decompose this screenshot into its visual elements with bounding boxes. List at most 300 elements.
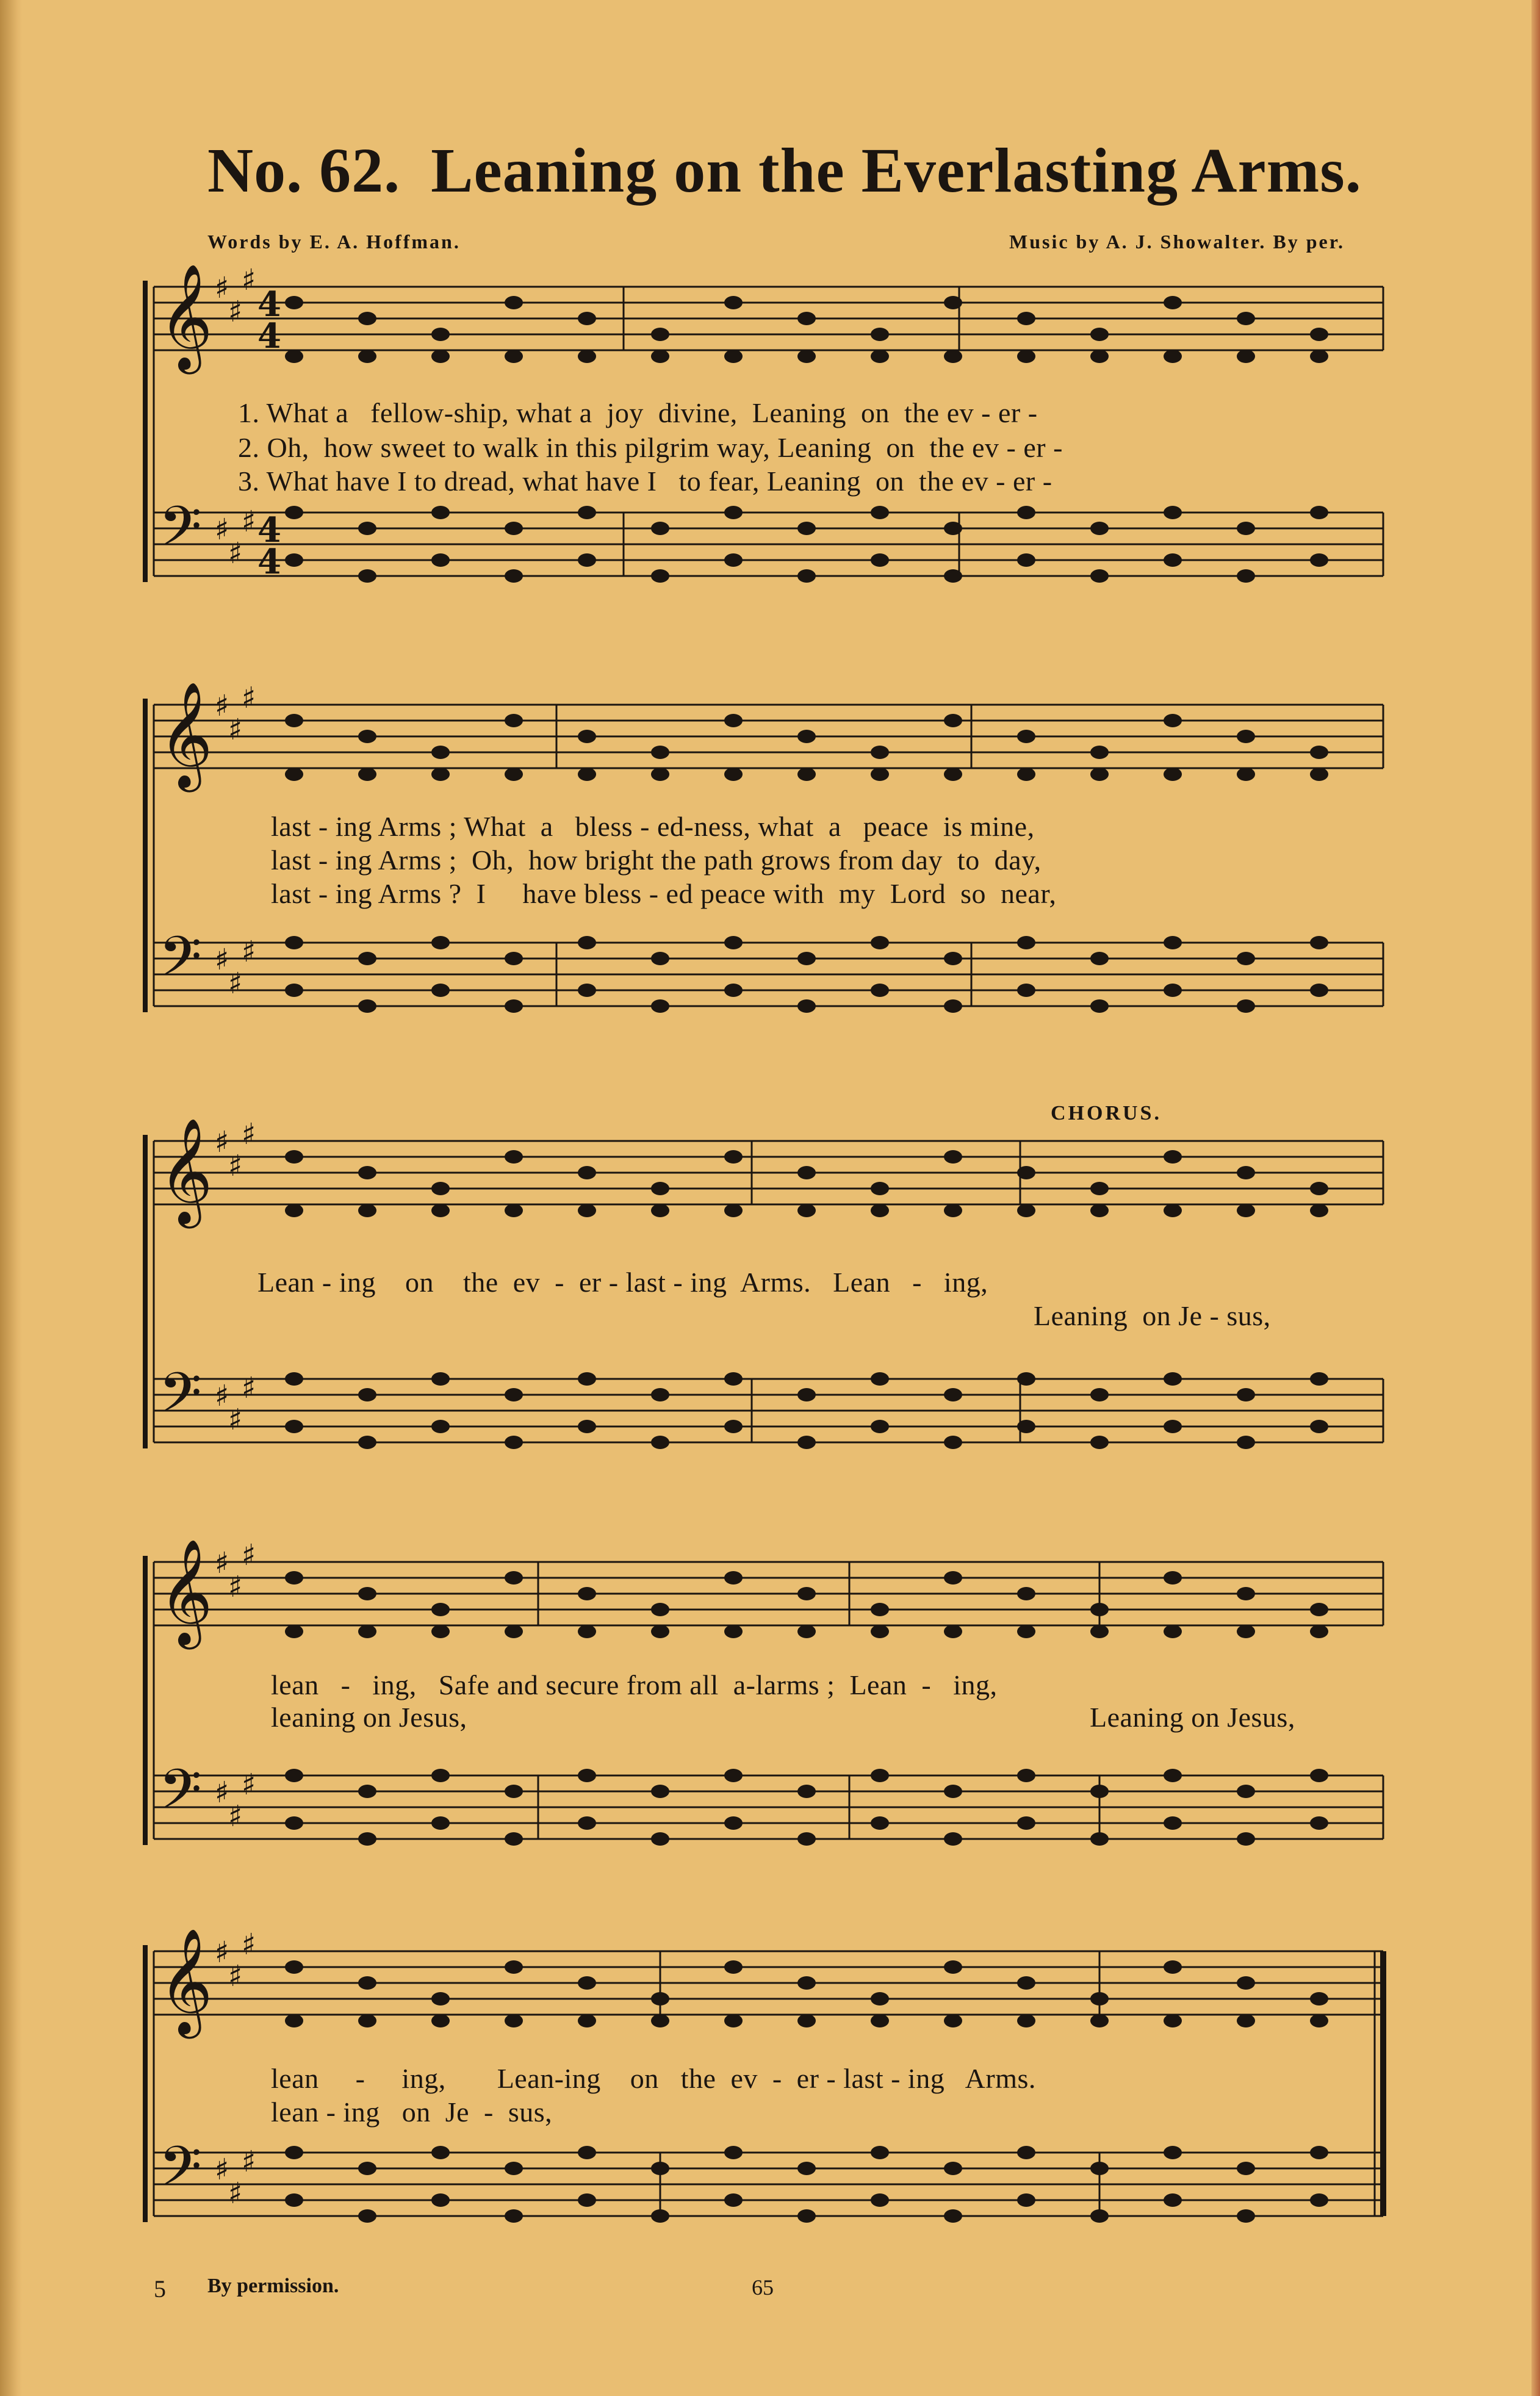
alto-note (724, 1204, 743, 1217)
alto-note (797, 350, 816, 363)
bass-note (871, 553, 889, 567)
tenor-note (944, 1785, 962, 1798)
soprano-note (797, 1587, 816, 1600)
tenor-note (1237, 522, 1255, 535)
bass-note (285, 553, 303, 567)
tenor-note (724, 2146, 743, 2159)
soprano-note (651, 1182, 669, 1195)
soprano-note (1017, 312, 1035, 325)
soprano-note (944, 714, 962, 727)
soprano-note (1164, 1150, 1182, 1164)
tenor-note (797, 1388, 816, 1401)
bass-note (1090, 999, 1109, 1013)
tenor-note (944, 522, 962, 535)
bass-note (1310, 1420, 1328, 1433)
bass-note (944, 1832, 962, 1846)
alto-note (285, 350, 303, 363)
tenor-note (358, 1785, 376, 1798)
bass-note (285, 1816, 303, 1830)
tenor-note (1164, 2146, 1182, 2159)
soprano-note (578, 1166, 596, 1179)
tenor-note (431, 506, 450, 519)
alto-note (358, 1204, 376, 1217)
bass-note (1164, 1420, 1182, 1433)
tenor-note (578, 1769, 596, 1782)
soprano-note (651, 746, 669, 759)
soprano-note (871, 1992, 889, 2006)
alto-note (358, 768, 376, 781)
bass-note (578, 2193, 596, 2207)
bass-note (505, 2209, 523, 2223)
soprano-note (1310, 1182, 1328, 1195)
hymn-name: Leaning on the Everlasting Arms. (431, 135, 1362, 206)
alto-note (1164, 1625, 1182, 1638)
verse-1-line-2: last - ing Arms ; What a bless - ed-ness, what a peace is mine, (271, 811, 1035, 842)
soprano-note (358, 1166, 376, 1179)
alto-note (651, 1625, 669, 1638)
tenor-note (358, 2162, 376, 2175)
tenor-note (1237, 952, 1255, 965)
alto-note (871, 1204, 889, 1217)
verse-2-line-2: last - ing Arms ; Oh, how bright the path grows from day to day, (271, 844, 1042, 876)
tenor-note (724, 936, 743, 949)
soprano-note (1017, 1976, 1035, 1990)
soprano-note (1090, 328, 1109, 341)
alto-note (1310, 350, 1328, 363)
chorus-alto-lyric-1: Leaning on Je - sus, (1034, 1300, 1271, 1331)
soprano-note (944, 1960, 962, 1974)
alto-note (1310, 768, 1328, 781)
soprano-note (505, 1571, 523, 1585)
bass-note (1017, 2193, 1035, 2207)
bass-note (1017, 1420, 1035, 1433)
verse-1-line-1: 1. What a fellow-ship, what a joy divine, Leaning on the ev - er - (238, 397, 1038, 428)
tenor-note (797, 2162, 816, 2175)
soprano-note (1090, 1992, 1109, 2006)
soprano-note (871, 746, 889, 759)
tenor-note (651, 1785, 669, 1798)
tenor-note (1164, 506, 1182, 519)
bass-note (578, 1816, 596, 1830)
tenor-note (871, 1372, 889, 1386)
bass-note (358, 1436, 376, 1449)
alto-note (944, 1625, 962, 1638)
alto-note (1164, 2014, 1182, 2027)
alto-note (1017, 768, 1035, 781)
bass-note (1237, 569, 1255, 583)
soprano-note (1237, 1587, 1255, 1600)
bass-note (505, 1436, 523, 1449)
sharp-icon: ♯ (215, 1775, 229, 1810)
alto-note (797, 1625, 816, 1638)
alto-note (431, 1625, 450, 1638)
soprano-note (797, 1166, 816, 1179)
soprano-note (1237, 730, 1255, 743)
alto-note (578, 1625, 596, 1638)
alto-note (285, 1625, 303, 1638)
soprano-note (797, 730, 816, 743)
sharp-icon: ♯ (228, 2176, 243, 2211)
bass-note (1164, 1816, 1182, 1830)
tenor-note (1017, 936, 1035, 949)
bass-note (1310, 553, 1328, 567)
bass-note (1237, 999, 1255, 1013)
bass-note (1090, 1832, 1109, 1846)
sharp-icon: ♯ (228, 536, 243, 570)
soprano-note (944, 296, 962, 309)
alto-note (358, 350, 376, 363)
tenor-note (1017, 1372, 1035, 1386)
soprano-note (1090, 1182, 1109, 1195)
alto-note (1164, 350, 1182, 363)
page-edge-shadow (0, 0, 22, 2396)
bass-note (797, 1832, 816, 1846)
tenor-note (505, 522, 523, 535)
bass-note (1310, 2193, 1328, 2207)
soprano-note (1017, 1166, 1035, 1179)
soprano-note (724, 1150, 743, 1164)
soprano-note (797, 312, 816, 325)
alto-note (358, 2014, 376, 2027)
tenor-note (1310, 2146, 1328, 2159)
treble-clef-icon: 𝄞 (159, 264, 213, 370)
sharp-icon: ♯ (242, 1538, 256, 1572)
soprano-note (724, 1571, 743, 1585)
bass-note (285, 984, 303, 997)
tenor-note (651, 952, 669, 965)
tenor-note (1237, 1388, 1255, 1401)
soprano-note (1164, 1960, 1182, 1974)
sharp-icon: ♯ (242, 1117, 256, 1151)
soprano-note (1017, 730, 1035, 743)
tenor-note (871, 506, 889, 519)
soprano-note (944, 1150, 962, 1164)
soprano-note (285, 714, 303, 727)
soprano-note (1164, 1571, 1182, 1585)
soprano-note (1090, 746, 1109, 759)
sharp-icon: ♯ (215, 1935, 229, 1970)
treble-clef-icon: 𝄞 (159, 1539, 213, 1645)
bass-note (797, 999, 816, 1013)
bass-note (578, 984, 596, 997)
tenor-note (797, 522, 816, 535)
soprano-note (724, 296, 743, 309)
tenor-note (285, 936, 303, 949)
alto-note (871, 768, 889, 781)
tenor-note (505, 2162, 523, 2175)
tenor-note (505, 1388, 523, 1401)
bass-note (724, 984, 743, 997)
tenor-note (431, 1769, 450, 1782)
bass-clef-icon: 𝄢 (159, 494, 202, 572)
tenor-note (651, 522, 669, 535)
soprano-note (1310, 1603, 1328, 1616)
alto-note (944, 350, 962, 363)
alto-note (724, 1625, 743, 1638)
sharp-icon: ♯ (215, 271, 229, 305)
alto-note (1164, 1204, 1182, 1217)
tenor-note (358, 1388, 376, 1401)
tenor-note (1017, 1769, 1035, 1782)
bass-note (431, 553, 450, 567)
alto-note (1310, 1625, 1328, 1638)
bass-note (578, 1420, 596, 1433)
sharp-icon: ♯ (215, 1379, 229, 1413)
bass-note (505, 1832, 523, 1846)
alto-note (724, 350, 743, 363)
tenor-note (505, 1785, 523, 1798)
soprano-note (578, 1976, 596, 1990)
treble-clef-icon: 𝄞 (159, 682, 213, 788)
alto-note (871, 2014, 889, 2027)
soprano-note (505, 296, 523, 309)
permission-note: By permission. (207, 2275, 339, 2297)
bass-note (724, 1420, 743, 1433)
tenor-note (1090, 1388, 1109, 1401)
sharp-icon: ♯ (215, 689, 229, 723)
words-credit: Words by E. A. Hoffman. (207, 231, 461, 253)
tenor-note (285, 506, 303, 519)
tenor-note (1237, 1785, 1255, 1798)
tenor-note (797, 952, 816, 965)
soprano-note (1237, 312, 1255, 325)
sharp-icon: ♯ (215, 1125, 229, 1159)
alto-note (1017, 1625, 1035, 1638)
bass-note (797, 1436, 816, 1449)
sharp-icon: ♯ (215, 2153, 229, 2187)
bass-note (724, 2193, 743, 2207)
soprano-note (285, 1571, 303, 1585)
bass-note (1017, 1816, 1035, 1830)
tenor-note (1164, 1769, 1182, 1782)
soprano-note (944, 1571, 962, 1585)
sharp-icon: ♯ (215, 1546, 229, 1580)
tenor-note (724, 506, 743, 519)
tenor-note (431, 1372, 450, 1386)
tenor-note (1310, 1769, 1328, 1782)
bass-note (944, 999, 962, 1013)
soprano-note (871, 328, 889, 341)
alto-note (578, 1204, 596, 1217)
bass-note (431, 984, 450, 997)
bass-note (871, 2193, 889, 2207)
sharp-icon: ♯ (242, 681, 256, 715)
bass-clef-icon: 𝄢 (159, 1757, 202, 1835)
alto-note (1090, 1625, 1109, 1638)
alto-note (1237, 350, 1255, 363)
tenor-note (285, 2146, 303, 2159)
alto-note (505, 350, 523, 363)
soprano-note (285, 1150, 303, 1164)
sharp-icon: ♯ (215, 943, 229, 977)
alto-note (431, 2014, 450, 2027)
chorus-alto-lyric-2b: Leaning on Jesus, (1090, 1702, 1295, 1733)
soprano-note (578, 1587, 596, 1600)
bass-note (431, 1420, 450, 1433)
soprano-note (505, 1150, 523, 1164)
soprano-note (1164, 296, 1182, 309)
alto-note (871, 1625, 889, 1638)
soprano-note (724, 714, 743, 727)
alto-note (285, 1204, 303, 1217)
soprano-note (1164, 714, 1182, 727)
bass-note (1164, 2193, 1182, 2207)
alto-note (1164, 768, 1182, 781)
treble-clef-icon: 𝄞 (159, 1928, 213, 2034)
tenor-note (871, 2146, 889, 2159)
soprano-note (431, 746, 450, 759)
bass-note (1090, 569, 1109, 583)
alto-note (944, 1204, 962, 1217)
bass-note (651, 999, 669, 1013)
soprano-note (505, 1960, 523, 1974)
alto-note (505, 2014, 523, 2027)
chorus-alto-lyric-2a: leaning on Jesus, (271, 1702, 467, 1733)
alto-note (651, 768, 669, 781)
tenor-note (358, 952, 376, 965)
alto-note (578, 2014, 596, 2027)
time-signature: 4 (257, 284, 281, 325)
soprano-note (651, 1603, 669, 1616)
bass-note (1017, 984, 1035, 997)
tenor-note (944, 952, 962, 965)
tenor-note (871, 936, 889, 949)
alto-note (285, 768, 303, 781)
soprano-note (651, 328, 669, 341)
tenor-note (871, 1769, 889, 1782)
soprano-note (358, 1976, 376, 1990)
tenor-note (578, 506, 596, 519)
alto-note (285, 2014, 303, 2027)
bass-note (431, 2193, 450, 2207)
alto-note (1237, 768, 1255, 781)
bass-note (944, 569, 962, 583)
bass-note (578, 553, 596, 567)
bass-note (358, 999, 376, 1013)
sharp-icon: ♯ (242, 1768, 256, 1802)
sharp-icon: ♯ (242, 263, 256, 297)
soprano-note (651, 1992, 669, 2006)
tenor-note (724, 1769, 743, 1782)
alto-note (724, 2014, 743, 2027)
soprano-note (431, 1182, 450, 1195)
sharp-icon: ♯ (228, 713, 243, 747)
bass-note (285, 1420, 303, 1433)
sharp-icon: ♯ (215, 513, 229, 547)
sharp-icon: ♯ (228, 1149, 243, 1183)
alto-note (1090, 768, 1109, 781)
alto-note (431, 350, 450, 363)
bass-clef-icon: 𝄢 (159, 1361, 202, 1439)
bass-note (944, 2209, 962, 2223)
tenor-note (1237, 2162, 1255, 2175)
verse-3-line-2: last - ing Arms ? I have bless - ed peace with my Lord so near, (271, 878, 1057, 909)
tenor-note (578, 1372, 596, 1386)
tenor-note (1090, 522, 1109, 535)
alto-note (1237, 1204, 1255, 1217)
soprano-note (358, 312, 376, 325)
sharp-icon: ♯ (228, 1403, 243, 1437)
sharp-icon: ♯ (228, 1799, 243, 1833)
soprano-note (1310, 746, 1328, 759)
verse-3-line-1: 3. What have I to dread, what have I to fear, Leaning on the ev - er - (238, 466, 1052, 497)
sharp-icon: ♯ (228, 1570, 243, 1604)
tenor-note (1310, 1372, 1328, 1386)
alto-note (358, 1625, 376, 1638)
soprano-note (1017, 1587, 1035, 1600)
bass-note (651, 569, 669, 583)
sharp-icon: ♯ (242, 2145, 256, 2179)
bass-note (1090, 2209, 1109, 2223)
alto-note (944, 768, 962, 781)
bass-clef-icon: 𝄢 (159, 2134, 202, 2212)
chorus-lyric-3: lean - ing, Lean-ing on the ev - er - last - ing Arms. (271, 2063, 1036, 2094)
tenor-note (651, 2162, 669, 2175)
bass-note (651, 1436, 669, 1449)
sharp-icon: ♯ (228, 1959, 243, 1993)
soprano-note (1237, 1976, 1255, 1990)
soprano-note (724, 1960, 743, 1974)
alto-note (431, 768, 450, 781)
tenor-note (944, 1388, 962, 1401)
time-signature: 4 (257, 510, 281, 550)
soprano-note (578, 730, 596, 743)
bass-note (1237, 2209, 1255, 2223)
bass-note (797, 2209, 816, 2223)
verse-2-line-1: 2. Oh, how sweet to walk in this pilgrim way, Leaning on the ev - er - (238, 432, 1063, 463)
alto-note (505, 1204, 523, 1217)
bass-note (358, 1832, 376, 1846)
soprano-note (431, 328, 450, 341)
tenor-note (285, 1769, 303, 1782)
tenor-note (1164, 936, 1182, 949)
soprano-note (431, 1992, 450, 2006)
page-number: 65 (752, 2275, 774, 2300)
alto-note (651, 2014, 669, 2027)
tenor-note (578, 2146, 596, 2159)
page-right-edge (1531, 0, 1540, 2396)
tenor-note (724, 1372, 743, 1386)
bass-note (1017, 553, 1035, 567)
signature-number: 5 (154, 2275, 166, 2303)
sharp-icon: ♯ (242, 1927, 256, 1962)
bass-note (944, 1436, 962, 1449)
tenor-note (578, 936, 596, 949)
soprano-note (1237, 1166, 1255, 1179)
alto-note (1017, 1204, 1035, 1217)
bass-note (1164, 984, 1182, 997)
sharp-icon: ♯ (228, 295, 243, 329)
bass-note (358, 2209, 376, 2223)
tenor-note (1310, 936, 1328, 949)
tenor-note (285, 1372, 303, 1386)
tenor-note (431, 936, 450, 949)
treble-clef-icon: 𝄞 (159, 1118, 213, 1224)
soprano-note (578, 312, 596, 325)
soprano-note (358, 730, 376, 743)
bass-note (724, 553, 743, 567)
hymn-number: No. 62. (207, 135, 401, 206)
sharp-icon: ♯ (242, 1371, 256, 1405)
soprano-note (1310, 1992, 1328, 2006)
soprano-note (1090, 1603, 1109, 1616)
tenor-note (1164, 1372, 1182, 1386)
tenor-note (1017, 2146, 1035, 2159)
tenor-note (1090, 1785, 1109, 1798)
tenor-note (431, 2146, 450, 2159)
bass-clef-icon: 𝄢 (159, 924, 202, 1002)
alto-note (1017, 2014, 1035, 2027)
